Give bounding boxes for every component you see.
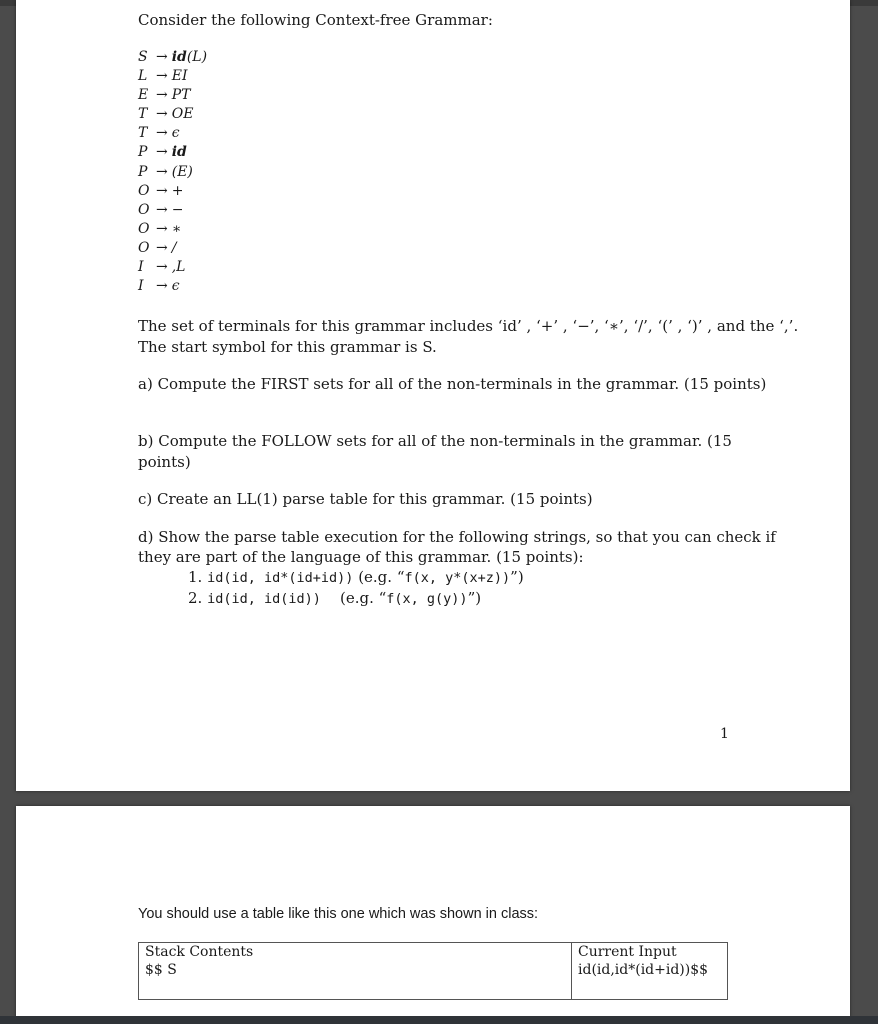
problem-heading: Consider the following Context-free Grammar:	[138, 11, 493, 29]
example-eg-code: f(x, g(y))	[386, 591, 468, 607]
rule-lhs: S	[138, 49, 148, 65]
rule-rhs: +	[171, 182, 184, 199]
example-number: 1.	[188, 568, 203, 586]
rule-rhs: −	[171, 201, 184, 218]
grammar-rule	[138, 143, 207, 162]
rule-lhs: L	[138, 68, 148, 85]
grammar-rule	[138, 48, 207, 67]
example-eg-label: (e.g. “	[339, 589, 387, 607]
grammar-rule	[138, 105, 207, 124]
rule-arrow: →	[156, 106, 168, 123]
question-d-line2: they are part of the language of this grammar. (15 points):	[138, 548, 584, 566]
table-intro-text: You should use a table like this one which was shown in class:	[138, 906, 539, 922]
rule-rhs-terminal: id	[171, 49, 187, 65]
rule-lhs: I	[138, 278, 144, 295]
rule-rhs: ∗	[171, 220, 182, 237]
rule-rhs: EI	[171, 68, 188, 85]
stack-contents-cell: $$ S	[139, 961, 572, 1000]
example-eg-end: ”)	[510, 568, 524, 586]
rule-arrow: →	[156, 125, 168, 142]
rule-arrow: →	[156, 182, 168, 199]
question-b-line1: b) Compute the FOLLOW sets for all of the non-terminals in the grammar. (15	[138, 432, 732, 450]
rule-lhs: P	[138, 144, 148, 161]
grammar-rule	[138, 163, 207, 182]
example-code: id(id, id(id))	[207, 591, 321, 607]
grammar-rule	[138, 67, 207, 86]
rule-lhs: I	[138, 259, 144, 276]
grammar-rule	[138, 239, 207, 258]
rule-arrow: →	[156, 87, 168, 104]
rule-rhs: id	[171, 144, 187, 161]
rule-arrow: →	[156, 259, 168, 276]
grammar-rules	[138, 48, 207, 296]
terminals-description: The set of terminals for this grammar includes ‘id’ , ‘+’ , ‘−’, ‘∗’, ‘/’, ‘(’ , ‘)’ , and the ‘,’.	[138, 317, 799, 335]
rule-lhs: O	[138, 182, 150, 199]
question-d-line1: d) Show the parse table execution for the following strings, so that you can check if	[138, 528, 776, 546]
example-string-1	[188, 567, 524, 588]
rule-rhs: ,L	[171, 259, 186, 276]
grammar-rule	[138, 220, 207, 239]
rule-rhs: PT	[171, 87, 191, 104]
example-eg-label: (e.g. “	[358, 568, 405, 586]
rule-rhs: OE	[171, 106, 194, 123]
grammar-rule	[138, 124, 207, 143]
rule-lhs: E	[138, 87, 149, 104]
question-a: a) Compute the FIRST sets for all of the non-terminals in the grammar. (15 points)	[138, 375, 767, 393]
current-input-cell: id(id,id*(id+id))$$	[572, 961, 728, 1000]
rule-rhs: /	[171, 239, 177, 256]
rule-arrow: →	[156, 68, 168, 85]
page-number: 1	[720, 726, 729, 742]
rule-lhs: O	[138, 201, 150, 218]
grammar-rule	[138, 86, 207, 105]
viewer-bottom-bar	[0, 1016, 878, 1024]
rule-lhs: O	[138, 239, 150, 256]
rule-arrow: →	[156, 278, 168, 295]
grammar-rule	[138, 258, 207, 277]
example-number: 2.	[188, 589, 203, 607]
document-page-1	[16, 0, 850, 791]
rule-rhs: (E)	[171, 163, 193, 180]
example-code: id(id, id*(id+id))	[207, 570, 354, 586]
rule-rhs-rest: (L)	[186, 49, 208, 65]
start-symbol-description: The start symbol for this grammar is S.	[138, 338, 437, 356]
rule-lhs: O	[138, 220, 150, 237]
rule-lhs: P	[138, 163, 148, 180]
grammar-rule	[138, 182, 207, 201]
example-eg-end: ”)	[467, 589, 482, 607]
parse-table-example	[138, 942, 728, 1000]
rule-arrow: →	[156, 239, 168, 256]
rule-arrow: →	[156, 163, 168, 180]
question-b-line2: points)	[138, 453, 191, 471]
example-eg-code: f(x, y*(x+z))	[404, 570, 511, 586]
document-page-2	[16, 806, 850, 1018]
rule-lhs: T	[138, 106, 148, 123]
rule-lhs: T	[138, 125, 148, 142]
grammar-rule	[138, 277, 207, 296]
rule-arrow: →	[156, 144, 168, 161]
grammar-rule	[138, 201, 207, 220]
question-c: c) Create an LL(1) parse table for this grammar. (15 points)	[138, 490, 593, 508]
rule-arrow: →	[156, 49, 168, 65]
current-input-header: Current Input	[572, 943, 728, 962]
rule-arrow: →	[156, 201, 168, 218]
rule-arrow: →	[156, 220, 168, 237]
rule-rhs: ϵ	[171, 125, 180, 142]
rule-rhs: ϵ	[171, 278, 180, 295]
stack-contents-header: Stack Contents	[139, 943, 572, 962]
example-string-2	[188, 588, 481, 609]
